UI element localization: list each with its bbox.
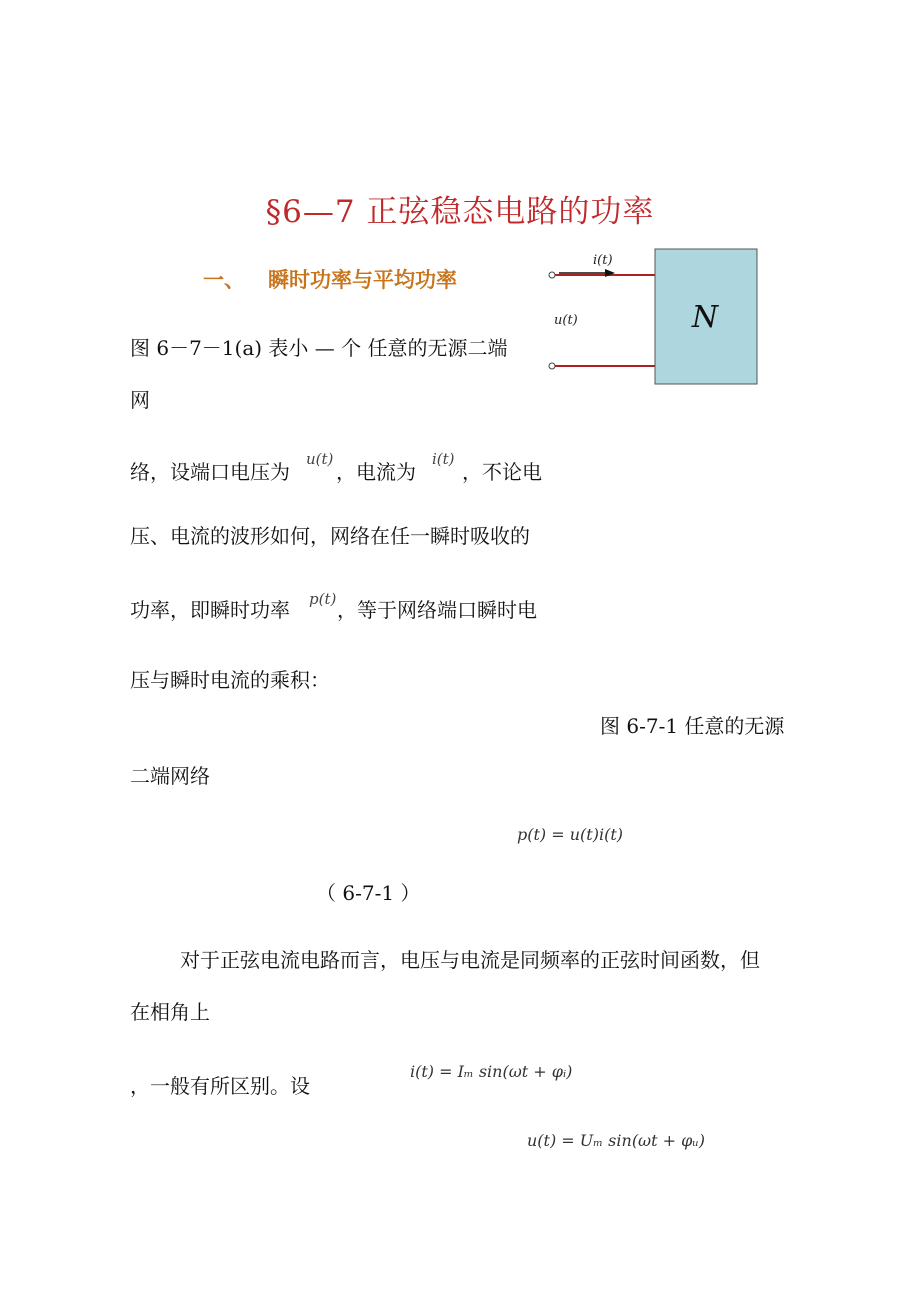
section-title: 瞬时功率与平均功率 bbox=[268, 267, 457, 292]
para1-line2: 网 bbox=[130, 388, 150, 412]
section-number: 一、 bbox=[203, 267, 245, 292]
para1-line3-start: 络，设端口电压为 bbox=[130, 460, 290, 484]
para2-line1: 对于正弦电流电路而言，电压与电流是同频率的正弦时间函数，但 bbox=[180, 948, 760, 972]
para1-line3-end: ，不论电 bbox=[462, 460, 542, 484]
para1-line5-start: 功率，即瞬时功率 bbox=[130, 598, 290, 622]
para1-line3-mid: ，电流为 bbox=[336, 460, 416, 484]
voltage-label: u(t) bbox=[554, 313, 578, 328]
para2-line3: ，一般有所区别。设 bbox=[130, 1074, 310, 1098]
para2-line2: 在相角上 bbox=[130, 1000, 210, 1024]
para1-line5-end: ，等于网络端口瞬时电 bbox=[337, 598, 537, 622]
para1-line1: 图 6－7－1(a) 表小 — 个 任意的无源二端 bbox=[130, 336, 508, 360]
current-label: i(t) bbox=[593, 253, 613, 268]
voltage-symbol: u(t) bbox=[306, 450, 334, 468]
current-symbol: i(t) bbox=[432, 450, 455, 468]
network-label: N bbox=[691, 300, 719, 335]
equation-power: p(t) = u(t)i(t) bbox=[517, 825, 623, 844]
power-symbol: p(t) bbox=[309, 590, 337, 608]
figure-caption-line2: 二端网络 bbox=[130, 764, 210, 788]
equation-voltage: u(t) = Uₘ sin(ωt + φᵤ) bbox=[527, 1131, 705, 1150]
para1-line4: 压、电流的波形如何，网络在任一瞬时吸收的 bbox=[130, 524, 530, 548]
para1-line6: 压与瞬时电流的乘积： bbox=[130, 668, 330, 692]
bottom-terminal bbox=[549, 363, 555, 369]
circuit-diagram bbox=[545, 244, 765, 394]
equation-current: i(t) = Iₘ sin(ωt + φᵢ) bbox=[410, 1062, 573, 1081]
figure-caption-line1: 图 6-7-1 任意的无源 bbox=[600, 714, 785, 738]
equation-number: （ 6-7-1 ） bbox=[316, 881, 421, 905]
top-terminal bbox=[549, 272, 555, 278]
page-title: §6—7 正弦稳态电路的功率 bbox=[265, 194, 655, 230]
